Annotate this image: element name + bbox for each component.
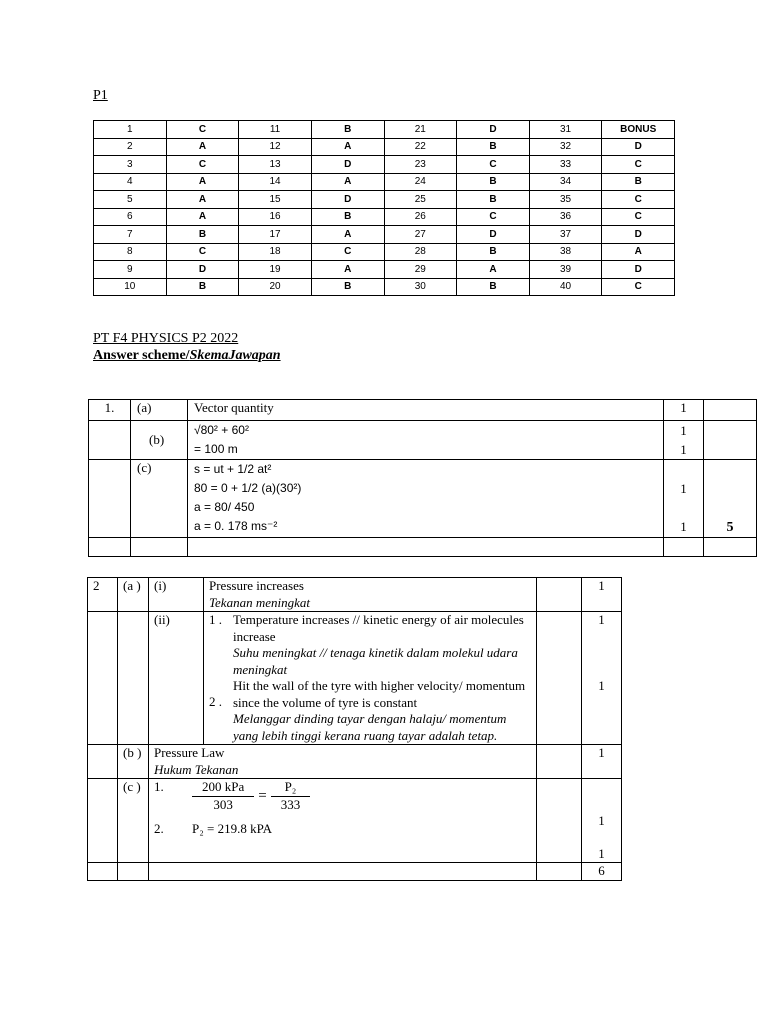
q2c-mark1: 1	[598, 813, 605, 828]
mcq-answer: A	[457, 261, 530, 279]
mcq-answer: B	[311, 121, 384, 139]
mcq-answer: B	[311, 278, 384, 296]
mcq-answer: D	[311, 156, 384, 174]
mcq-question-number: 11	[239, 121, 312, 139]
mcq-answer: C	[602, 208, 675, 226]
mcq-question-number: 14	[239, 173, 312, 191]
mcq-question-number: 28	[384, 243, 457, 261]
q1a-label: (a)	[131, 400, 188, 421]
q2c-marks	[582, 779, 622, 863]
q2c-equals: =	[258, 788, 267, 804]
mcq-row	[94, 138, 675, 156]
mcq-answer: D	[457, 121, 530, 139]
q2c-result: P₂ = 219.8 kPA	[192, 821, 273, 836]
q2ai-label: (i)	[149, 578, 204, 612]
q1b-line1: √80² + 60²	[194, 423, 249, 437]
mcq-answer: D	[311, 191, 384, 209]
q1b-mark1: 1	[680, 423, 687, 438]
mcq-answer: C	[457, 208, 530, 226]
mcq-answer: A	[166, 138, 239, 156]
mcq-answer: C	[457, 156, 530, 174]
mcq-question-number: 3	[94, 156, 167, 174]
q2aii-marks	[582, 612, 622, 745]
mcq-answer: C	[602, 156, 675, 174]
q2b-malay: Hukum Tekanan	[154, 761, 239, 777]
q1c-answer	[188, 460, 664, 538]
q1c-mark2: 1	[680, 519, 687, 534]
q2c-num-left: 200 kPa	[192, 779, 254, 797]
mcq-question-number: 36	[529, 208, 602, 226]
mcq-question-number: 16	[239, 208, 312, 226]
mcq-question-number: 34	[529, 173, 602, 191]
q1a-answer: Vector quantity	[188, 400, 664, 421]
mcq-row	[94, 261, 675, 279]
q2aii-malay1: Suhu meningkat // tenaga kinetik dalam molekul udara meningkat	[233, 645, 518, 677]
mcq-question-number: 32	[529, 138, 602, 156]
q2b-label: (b )	[118, 745, 149, 779]
q2aii-answer	[204, 612, 537, 745]
mcq-question-number: 2	[94, 138, 167, 156]
mcq-question-number: 31	[529, 121, 602, 139]
mcq-question-number: 7	[94, 226, 167, 244]
q2aii-mark1: 1	[598, 612, 605, 627]
q1b-line2: = 100 m	[194, 442, 238, 456]
q1b-label: (b)	[131, 421, 188, 460]
mcq-question-number: 19	[239, 261, 312, 279]
mcq-question-number: 5	[94, 191, 167, 209]
mcq-question-number: 15	[239, 191, 312, 209]
q2c-label: (c )	[118, 779, 149, 863]
mcq-row	[94, 173, 675, 191]
q2ai-english: Pressure increases	[209, 578, 304, 593]
q2-total: 6	[582, 863, 622, 881]
q1b-marks	[664, 421, 704, 460]
mcq-question-number: 17	[239, 226, 312, 244]
p1-label: P1	[93, 88, 108, 103]
mcq-answer: C	[166, 156, 239, 174]
q1c-line2: 80 = 0 + 1/2 (a)(30²)	[194, 481, 302, 495]
mcq-answer: A	[166, 173, 239, 191]
mcq-row	[94, 121, 675, 139]
mcq-question-number: 4	[94, 173, 167, 191]
mcq-question-number: 22	[384, 138, 457, 156]
q1a-mark: 1	[664, 400, 704, 421]
q2c-step1: 1.	[154, 779, 164, 794]
mcq-question-number: 23	[384, 156, 457, 174]
mcq-question-number: 24	[384, 173, 457, 191]
q2c-answer	[149, 779, 537, 863]
q1b-answer	[188, 421, 664, 460]
mcq-answer: B	[457, 138, 530, 156]
mcq-question-number: 27	[384, 226, 457, 244]
mcq-question-number: 35	[529, 191, 602, 209]
q2aii-english1: Temperature increases // kinetic energy of air molecules increase	[233, 612, 524, 644]
q2ai-malay: Tekanan meningkat	[209, 594, 310, 610]
q1-total: 5	[704, 460, 757, 538]
mcq-answer: C	[311, 243, 384, 261]
mcq-answer: D	[166, 261, 239, 279]
question-2-table	[87, 577, 622, 881]
document-subtitle	[93, 348, 281, 364]
mcq-answer: A	[166, 191, 239, 209]
q2b-answer	[149, 745, 537, 779]
q2aii-english2: Hit the wall of the tyre with higher velocity/ momentum since the volume of tyre is constant	[233, 678, 526, 710]
mcq-question-number: 21	[384, 121, 457, 139]
mcq-question-number: 13	[239, 156, 312, 174]
mcq-question-number: 39	[529, 261, 602, 279]
mcq-row	[94, 191, 675, 209]
mcq-row	[94, 226, 675, 244]
mcq-question-number: 40	[529, 278, 602, 296]
q1b-mark2: 1	[680, 442, 687, 457]
mcq-answer: B	[457, 243, 530, 261]
q2ai-mark: 1	[582, 578, 622, 612]
mcq-answer: A	[311, 173, 384, 191]
q2c-mark2: 1	[598, 845, 605, 861]
mcq-row	[94, 243, 675, 261]
question-1-table	[88, 399, 757, 557]
mcq-answer: B	[166, 226, 239, 244]
mcq-answer: A	[311, 226, 384, 244]
mcq-question-number: 25	[384, 191, 457, 209]
mcq-answer: C	[602, 278, 675, 296]
mcq-question-number: 33	[529, 156, 602, 174]
mcq-answer: A	[311, 261, 384, 279]
q2aii-malay2: Melanggar dinding tayar dengan halaju/ momentum yang lebih tinggi kerana ruang tayar adalah tetap.	[233, 711, 507, 743]
q2c-den-right: 333	[280, 796, 301, 812]
mcq-answer: D	[602, 226, 675, 244]
mcq-question-number: 20	[239, 278, 312, 296]
q1c-line3: a = 80/ 450	[194, 500, 255, 514]
mcq-answer: A	[166, 208, 239, 226]
q2c-den-left: 303	[213, 796, 233, 812]
subtitle-malay: SkemaJawapan	[189, 348, 281, 363]
mcq-question-number: 9	[94, 261, 167, 279]
mcq-answer: B	[457, 191, 530, 209]
mcq-answer: B	[457, 278, 530, 296]
q2ai-answer	[204, 578, 537, 612]
mcq-answer: B	[166, 278, 239, 296]
mcq-answer: D	[457, 226, 530, 244]
q2b-english: Pressure Law	[154, 745, 225, 760]
mcq-question-number: 12	[239, 138, 312, 156]
mcq-question-number: 8	[94, 243, 167, 261]
mcq-answer-table	[93, 120, 675, 296]
mcq-question-number: 10	[94, 278, 167, 296]
mcq-question-number: 38	[529, 243, 602, 261]
mcq-answer: B	[457, 173, 530, 191]
mcq-question-number: 29	[384, 261, 457, 279]
mcq-answer: D	[602, 261, 675, 279]
mcq-row	[94, 208, 675, 226]
mcq-answer: D	[602, 138, 675, 156]
mcq-answer: B	[311, 208, 384, 226]
mcq-table-body	[94, 121, 675, 296]
mcq-answer: A	[311, 138, 384, 156]
mcq-question-number: 37	[529, 226, 602, 244]
mcq-answer: B	[602, 173, 675, 191]
q1c-line4: a = 0. 178 ms⁻²	[194, 519, 278, 533]
mcq-question-number: 1	[94, 121, 167, 139]
q2aii-mark2: 1	[598, 677, 605, 693]
q2a-label: (a )	[118, 578, 149, 612]
q1c-mark1: 1	[680, 481, 687, 496]
mcq-row	[94, 156, 675, 174]
mcq-answer: BONUS	[602, 121, 675, 139]
subtitle-english: Answer scheme/	[93, 348, 190, 363]
q2aii-label: (ii)	[149, 612, 204, 745]
q1c-label: (c)	[131, 460, 188, 538]
mcq-question-number: 6	[94, 208, 167, 226]
q2c-fraction-left	[192, 779, 254, 813]
mcq-question-number: 26	[384, 208, 457, 226]
mcq-answer: C	[166, 243, 239, 261]
q2-number: 2	[88, 578, 118, 612]
q1-number: 1.	[89, 400, 131, 421]
mcq-answer: C	[166, 121, 239, 139]
mcq-answer: A	[602, 243, 675, 261]
q2b-mark: 1	[582, 745, 622, 779]
q1c-line1: s = ut + 1/2 at²	[194, 462, 272, 476]
q2aii-num1: 1 .	[209, 612, 222, 627]
mcq-question-number: 18	[239, 243, 312, 261]
q2aii-num2: 2 .	[209, 694, 222, 709]
mcq-question-number: 30	[384, 278, 457, 296]
q1c-marks	[664, 460, 704, 538]
q2c-step2: 2.	[154, 821, 164, 836]
q2c-num-right: P₂	[271, 779, 311, 797]
document-title: PT F4 PHYSICS P2 2022	[93, 331, 239, 346]
mcq-row	[94, 278, 675, 296]
q2c-fraction-right	[271, 779, 311, 813]
mcq-answer: C	[602, 191, 675, 209]
